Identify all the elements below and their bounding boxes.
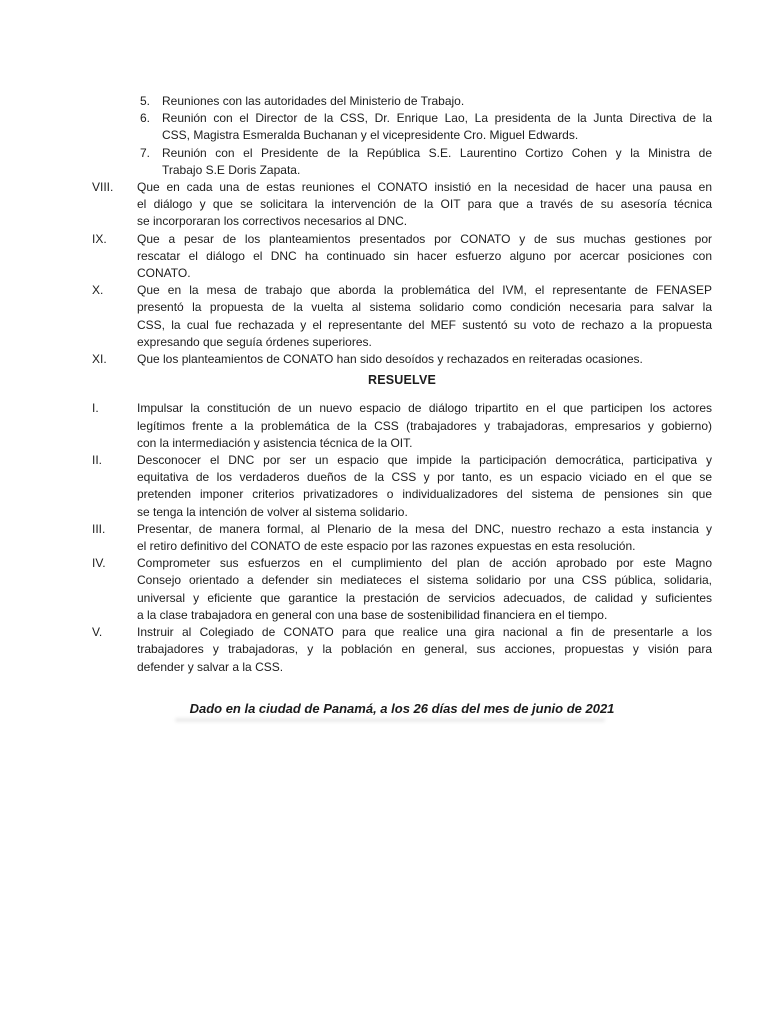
text-line: CONATO. bbox=[137, 266, 191, 281]
text-line: el retiro definitivo del CONATO de este espacio por las razones expuestas en esta resolución. bbox=[137, 539, 636, 554]
item-number: IX. bbox=[92, 231, 107, 246]
resolve-list bbox=[92, 400, 712, 675]
list-item bbox=[92, 624, 712, 676]
text-line: legítimos frente a la problemática de la CSS (trabajadores y trabajadoras, empresarios y gobierno) bbox=[137, 418, 712, 433]
list-item bbox=[140, 110, 712, 144]
text-line: equitativa de los verdaderos dueños de la CSS y por tanto, es un espacio viciado en el que se bbox=[137, 470, 712, 485]
text-line: el diálogo y que se solicitara la intervención de la OIT para que a través de su asesoría técnica bbox=[137, 197, 712, 212]
resolve-heading: RESUELVE bbox=[367, 373, 437, 388]
text-line: se incorporaran los correctivos necesarios al DNC. bbox=[137, 214, 408, 229]
whereas-list bbox=[92, 179, 712, 368]
item-text bbox=[137, 179, 712, 231]
item-text bbox=[137, 400, 712, 452]
list-item bbox=[140, 145, 712, 179]
list-item bbox=[92, 231, 712, 283]
item-number: III. bbox=[92, 521, 106, 536]
item-text bbox=[137, 555, 712, 624]
list-item bbox=[92, 351, 712, 368]
text-line: defender y salvar a la CSS. bbox=[137, 659, 284, 674]
item-text bbox=[162, 145, 712, 179]
text-line: Reuniones con las autoridades del Ministerio de Trabajo. bbox=[162, 94, 465, 108]
list-item bbox=[92, 400, 712, 452]
item-text bbox=[162, 93, 712, 110]
text-line: Instruir al Colegiado de CONATO para que realice una gira nacional a fin de presentarle a los bbox=[137, 625, 712, 640]
list-item bbox=[92, 521, 712, 555]
text-line: trabajadores y trabajadoras, y la población en general, sus acciones, propuestas y visión para bbox=[137, 642, 712, 657]
item-text bbox=[137, 231, 712, 283]
item-text bbox=[137, 452, 712, 521]
item-text bbox=[137, 521, 712, 555]
text-line: Que en la mesa de trabajo que aborda la problemática del IVM, el representante de FENASEP bbox=[137, 283, 712, 298]
list-item bbox=[92, 179, 712, 231]
text-line: universal y eficiente que garantice la prestación de servicios adecuados, de calidad y suficientes bbox=[137, 590, 712, 605]
text-line: expresando que seguía órdenes superiores. bbox=[137, 334, 372, 349]
text-line: CSS, Magistra Esmeralda Buchanan y el vicepresidente Cro. Miguel Edwards. bbox=[162, 128, 579, 143]
text-line: Reunión con el Director de la CSS, Dr. Enrique Lao, La presidenta de la Junta Directiva de la bbox=[162, 111, 712, 126]
text-line: Que a pesar de los planteamientos presentados por CONATO y de sus muchas gestiones por bbox=[137, 231, 712, 246]
text-line: Presentar, de manera formal, al Plenario de la mesa del DNC, nuestro rechazo a esta instancia y bbox=[137, 521, 712, 536]
list-item bbox=[92, 555, 712, 624]
text-line: rescatar el diálogo el DNC ha continuado sin hacer esfuerzo alguno por acercar posiciones con bbox=[137, 248, 712, 263]
item-number: II. bbox=[92, 453, 103, 468]
text-line: a la clase trabajadora en general con una base de sostenibilidad financiera en el tiempo. bbox=[137, 607, 608, 622]
item-number: I. bbox=[92, 401, 99, 416]
text-line: CSS, la cual fue rechazada y el representante del MEF sustentó su voto de rechazo a la propuesta bbox=[137, 317, 712, 332]
text-line: Impulsar la constitución de un nuevo espacio de diálogo tripartito en el que participen los actores bbox=[137, 401, 712, 416]
list-item bbox=[140, 93, 712, 110]
text-line: presentó la propuesta de la vuelta al sistema solidario como condición necesaria para salvar la bbox=[137, 300, 712, 315]
item-text bbox=[137, 351, 712, 368]
list-item bbox=[92, 452, 712, 521]
item-text bbox=[137, 624, 712, 676]
item-number: XI. bbox=[92, 352, 107, 367]
text-line: Reunión con el Presidente de la República S.E. Laurentino Cortizo Cohen y la Ministra de bbox=[162, 145, 712, 160]
list-item bbox=[92, 282, 712, 351]
item-text bbox=[162, 110, 712, 144]
item-number: X. bbox=[92, 283, 104, 298]
text-line: Trabajo S.E Doris Zapata. bbox=[162, 162, 301, 177]
text-line: con la intermediación y asistencia técnica de la OIT. bbox=[137, 435, 413, 450]
item-text bbox=[137, 282, 712, 351]
text-line: Consejo orientado a defender sin mediateces el sistema solidario por una CSS pública, solidaria, bbox=[137, 573, 712, 588]
meeting-sub-list bbox=[92, 93, 712, 179]
item-number: IV. bbox=[92, 556, 106, 571]
text-line: Comprometer sus esfuerzos en el cumplimiento del plan de acción aprobado por este Magno bbox=[137, 556, 712, 571]
text-line: Que en cada una de estas reuniones el CONATO insistió en la necesidad de hacer una pausa en bbox=[137, 180, 712, 195]
item-number: 6. bbox=[140, 111, 151, 126]
scan-artifact bbox=[175, 718, 605, 722]
text-line: Que los planteamientos de CONATO han sido desoídos y rechazados en reiteradas ocasiones. bbox=[137, 352, 643, 367]
text-line: Desconocer el DNC por ser un espacio que impide la participación democrática, participativa y bbox=[137, 453, 712, 468]
item-number: 7. bbox=[140, 145, 151, 160]
item-number: V. bbox=[92, 625, 103, 640]
item-number: 5. bbox=[140, 94, 151, 108]
closing-date-line: Dado en la ciudad de Panamá, a los 26 días del mes de junio de 2021 bbox=[189, 700, 615, 716]
text-line: pretenden imponer criterios privatizadores o individualizadores del sistema de pensiones sin que bbox=[137, 487, 712, 502]
item-number: VIII. bbox=[92, 180, 114, 195]
text-line: se tenga la intención de volver al sistema solidario. bbox=[137, 504, 408, 519]
